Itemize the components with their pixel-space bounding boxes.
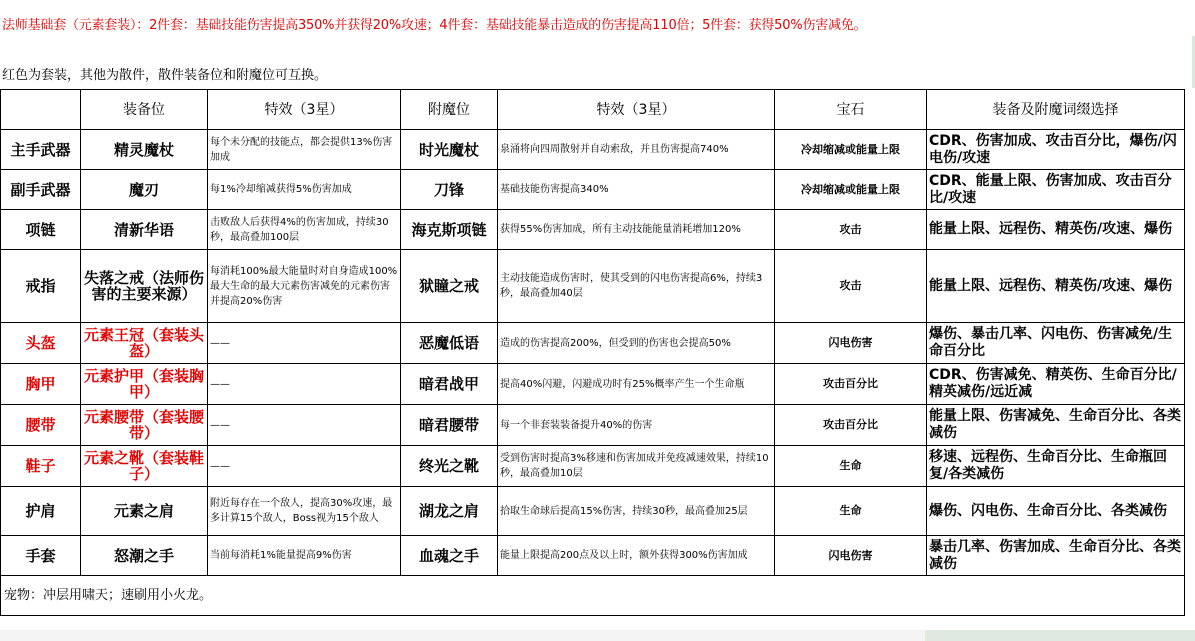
item-effect-cell: —— xyxy=(208,323,401,364)
slot-cell: 戒指 xyxy=(1,250,81,323)
table-row xyxy=(1,323,1185,364)
table-header-row xyxy=(1,90,1185,130)
table-row xyxy=(1,536,1185,576)
enchant-cell: 暗君腰带 xyxy=(401,405,498,446)
header-enchant: 附魔位 xyxy=(401,90,498,130)
table-row xyxy=(1,210,1185,250)
pet-row xyxy=(1,576,1185,616)
table-row xyxy=(1,364,1185,405)
pet-note: 宠物：冲层用啸天；速刷用小火龙。 xyxy=(1,576,1185,616)
enchant-cell: 恶魔低语 xyxy=(401,323,498,364)
enchant-effect-cell: 获得55%伤害加成，所有主动技能能量消耗增加120% xyxy=(498,210,775,250)
item-cell: 元素之靴（套装鞋子） xyxy=(81,446,208,487)
gem-cell: 攻击 xyxy=(775,250,927,323)
legend-note: 红色为套装，其他为散件，散件装备位和附魔位可互换。 xyxy=(2,68,328,83)
table-row xyxy=(1,487,1185,536)
item-effect-cell: 每个未分配的技能点，都会提供13%伤害加成 xyxy=(208,130,401,170)
affix-cell: 能量上限、远程伤、精英伤/攻速、爆伤 xyxy=(927,210,1185,250)
item-cell: 元素腰带（套装腰带） xyxy=(81,405,208,446)
header-gem: 宝石 xyxy=(775,90,927,130)
gem-cell: 生命 xyxy=(775,487,927,536)
equipment-table xyxy=(0,89,1185,616)
item-effect-cell: 每1%冷却缩减获得5%伤害加成 xyxy=(208,170,401,210)
enchant-cell: 湖龙之肩 xyxy=(401,487,498,536)
item-effect-cell: 附近每存在一个敌人，提高30%攻速，最多计算15个敌人，Boss视为15个敌人 xyxy=(208,487,401,536)
enchant-effect-cell: 造成的伤害提高200%，但受到的伤害也会提高50% xyxy=(498,323,775,364)
slot-cell: 腰带 xyxy=(1,405,81,446)
item-effect-cell: 击败敌人后获得4%的伤害加成，持续30秒，最高叠加100层 xyxy=(208,210,401,250)
enchant-effect-cell: 提高40%闪避，闪避成功时有25%概率产生一个生命瓶 xyxy=(498,364,775,405)
table-row xyxy=(1,250,1185,323)
item-cell: 失落之戒（法师伤害的主要来源） xyxy=(81,250,208,323)
item-effect-cell: —— xyxy=(208,446,401,487)
slot-cell: 头盔 xyxy=(1,323,81,364)
enchant-cell: 海克斯项链 xyxy=(401,210,498,250)
enchant-effect-cell: 基础技能伤害提高340% xyxy=(498,170,775,210)
affix-cell: 能量上限、伤害减免、生命百分比、各类减伤 xyxy=(927,405,1185,446)
gem-cell: 攻击 xyxy=(775,210,927,250)
item-cell: 元素护甲（套装胸甲） xyxy=(81,364,208,405)
affix-cell: 爆伤、闪电伤、生命百分比、各类减伤 xyxy=(927,487,1185,536)
enchant-cell: 血魂之手 xyxy=(401,536,498,576)
table-row xyxy=(1,170,1185,210)
gem-cell: 生命 xyxy=(775,446,927,487)
affix-cell: 暴击几率、伤害加成、生命百分比、各类减伤 xyxy=(927,536,1185,576)
item-cell: 元素之肩 xyxy=(81,487,208,536)
item-effect-cell: —— xyxy=(208,364,401,405)
enchant-effect-cell: 受到伤害时提高3%移速和伤害加成并免疫减速效果，持续10秒，最高叠加10层 xyxy=(498,446,775,487)
gem-cell: 闪电伤害 xyxy=(775,323,927,364)
header-slot xyxy=(1,90,81,130)
affix-cell: CDR、能量上限、伤害加成、攻击百分比/攻速 xyxy=(927,170,1185,210)
enchant-cell: 终光之靴 xyxy=(401,446,498,487)
gem-cell: 闪电伤害 xyxy=(775,536,927,576)
header-affix: 装备及附魔词缀选择 xyxy=(927,90,1185,130)
slot-cell: 项链 xyxy=(1,210,81,250)
gem-cell: 攻击百分比 xyxy=(775,364,927,405)
enchant-cell: 时光魔杖 xyxy=(401,130,498,170)
slot-cell: 主手武器 xyxy=(1,130,81,170)
affix-cell: 能量上限、远程伤、精英伤/攻速、爆伤 xyxy=(927,250,1185,323)
enchant-cell: 暗君战甲 xyxy=(401,364,498,405)
enchant-effect-cell: 主动技能造成伤害时，使其受到的闪电伤害提高6%，持续3秒，最高叠加40层 xyxy=(498,250,775,323)
affix-cell: CDR、伤害减免、精英伤、生命百分比/精英减伤/远近减 xyxy=(927,364,1185,405)
set-bonus-line: 法师基础套（元素套装）：2件套：基础技能伤害提高350%并获得20%攻速；4件套：基础技能暴击造成的伤害提高110倍；5件套：获得50%伤害减免。 xyxy=(2,18,867,33)
table-row xyxy=(1,446,1185,487)
slot-cell: 手套 xyxy=(1,536,81,576)
affix-cell: CDR、伤害加成、攻击百分比，爆伤/闪电伤/攻速 xyxy=(927,130,1185,170)
item-cell: 元素王冠（套装头盔） xyxy=(81,323,208,364)
item-cell: 清新华语 xyxy=(81,210,208,250)
slot-cell: 护肩 xyxy=(1,487,81,536)
header-item: 装备位 xyxy=(81,90,208,130)
gem-cell: 攻击百分比 xyxy=(775,405,927,446)
item-cell: 怒潮之手 xyxy=(81,536,208,576)
enchant-effect-cell: 能量上限提高200点及以上时，额外获得300%伤害加成 xyxy=(498,536,775,576)
slot-cell: 胸甲 xyxy=(1,364,81,405)
header-item-effect: 特效（3星） xyxy=(208,90,401,130)
item-effect-cell: 每消耗100%最大能量时对自身造成100%最大生命的最大元素伤害减免的元素伤害并提高20%伤害 xyxy=(208,250,401,323)
slot-cell: 副手武器 xyxy=(1,170,81,210)
enchant-cell: 狱瞳之戒 xyxy=(401,250,498,323)
item-effect-cell: —— xyxy=(208,405,401,446)
enchant-cell: 刀锋 xyxy=(401,170,498,210)
item-cell: 精灵魔杖 xyxy=(81,130,208,170)
gem-cell: 冷却缩减或能量上限 xyxy=(775,130,927,170)
item-cell: 魔刃 xyxy=(81,170,208,210)
header-enchant-effect: 特效（3星） xyxy=(498,90,775,130)
gem-cell: 冷却缩减或能量上限 xyxy=(775,170,927,210)
table-row xyxy=(1,405,1185,446)
affix-cell: 爆伤、暴击几率、闪电伤、伤害减免/生命百分比 xyxy=(927,323,1185,364)
enchant-effect-cell: 每一个非套装装备提升40%的伤害 xyxy=(498,405,775,446)
sheet-bottom-strip xyxy=(0,630,1195,641)
item-effect-cell: 当前每消耗1%能量提高9%伤害 xyxy=(208,536,401,576)
slot-cell: 鞋子 xyxy=(1,446,81,487)
enchant-effect-cell: 泉涌将向四周散射并自动索敌，并且伤害提高740% xyxy=(498,130,775,170)
affix-cell: 移速、远程伤、生命百分比、生命瓶回复/各类减伤 xyxy=(927,446,1185,487)
enchant-effect-cell: 拾取生命球后提高15%伤害，持续30秒，最高叠加25层 xyxy=(498,487,775,536)
table-row xyxy=(1,130,1185,170)
